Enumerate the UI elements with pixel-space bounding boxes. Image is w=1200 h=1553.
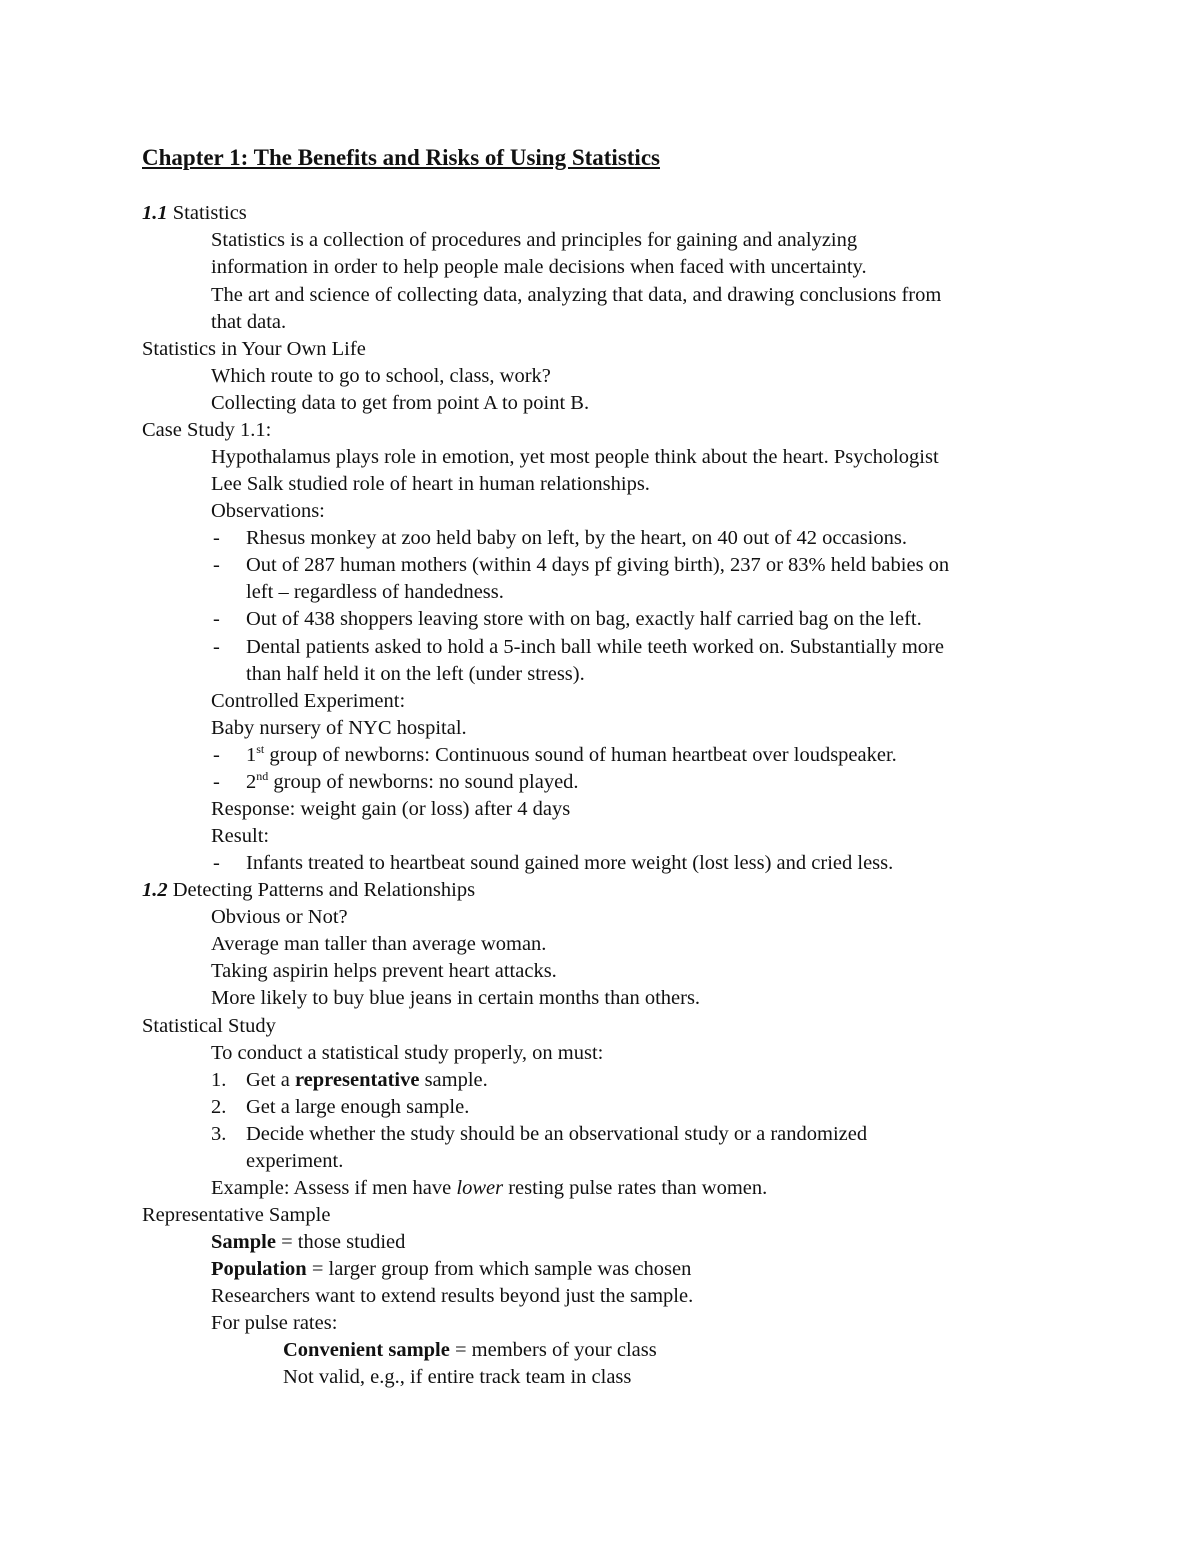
result-label: Result:: [211, 825, 270, 847]
population-definition: [211, 1256, 691, 1283]
list-item-1-text: Get a: [246, 1069, 295, 1091]
group-2: [246, 769, 579, 796]
emphasis-lower: lower: [456, 1177, 504, 1199]
list-number: 3.: [211, 1123, 227, 1145]
convenient-sample-term: Convenient sample: [283, 1339, 450, 1361]
case-intro-line-1: Hypothalamus plays role in emotion, yet most people think about the heart. Psychologist: [211, 446, 939, 468]
example-text: Example: Assess if men have: [211, 1177, 457, 1199]
list-item-2: Get a large enough sample.: [246, 1096, 470, 1118]
convenient-sample-definition: [283, 1337, 657, 1364]
group-1-text: group of newborns: Continuous sound of human heartbeat over loudspeaker.: [264, 744, 897, 766]
obvious-question: Obvious or Not?: [211, 906, 348, 928]
case-intro-line-2: Lee Salk studied role of heart in human relationships.: [211, 473, 650, 495]
group-1-number: 1: [246, 744, 257, 766]
definition-1-line-1: Statistics is a collection of procedures and principles for gaining and analyzing: [211, 229, 858, 251]
list-item-3-line-1: Decide whether the study should be an observational study or a randomized: [246, 1123, 868, 1145]
experiment-setting: Baby nursery of NYC hospital.: [211, 717, 467, 739]
extend-results-line: Researchers want to extend results beyond just the sample.: [211, 1285, 694, 1307]
sample-term: Sample: [211, 1231, 276, 1253]
observations-label: Observations:: [211, 500, 325, 522]
bullet-dash: -: [213, 636, 220, 658]
bullet-dash: -: [213, 744, 220, 766]
observation-1: Rhesus monkey at zoo held baby on left, by the heart, on 40 out of 42 occasions.: [246, 527, 907, 549]
sample-definition: [211, 1229, 405, 1256]
not-valid-line: Not valid, e.g., if entire track team in class: [283, 1366, 632, 1388]
pulse-rates-label: For pulse rates:: [211, 1312, 338, 1334]
example-1: Average man taller than average woman.: [211, 933, 547, 955]
group-2-number: 2: [246, 771, 257, 793]
bullet-dash: -: [213, 527, 220, 549]
own-life-line-2: Collecting data to get from point A to point B.: [211, 392, 590, 414]
convenient-sample-def: = members of your class: [449, 1339, 657, 1361]
group-1-ordinal: st: [256, 742, 265, 756]
definition-1-line-2: information in order to help people male decisions when faced with uncertainty.: [211, 256, 867, 278]
list-item-3-line-2: experiment.: [246, 1150, 344, 1172]
response-line: Response: weight gain (or loss) after 4 days: [211, 798, 571, 820]
group-2-text: group of newborns: no sound played.: [268, 771, 579, 793]
observation-4-line-1: Dental patients asked to hold a 5-inch ball while teeth worked on. Substantially more: [246, 636, 944, 658]
observation-2-line-1: Out of 287 human mothers (within 4 days pf giving birth), 237 or 83% held babies on: [246, 554, 950, 576]
list-number: 1.: [211, 1069, 227, 1091]
observation-2-line-2: left – regardless of handedness.: [246, 581, 504, 603]
population-def: = larger group from which sample was chosen: [306, 1258, 692, 1280]
sample-def: = those studied: [275, 1231, 406, 1253]
example-3: More likely to buy blue jeans in certain months than others.: [211, 987, 701, 1009]
list-number: 2.: [211, 1096, 227, 1118]
example-end: resting pulse rates than women.: [503, 1177, 768, 1199]
own-life-line-1: Which route to go to school, class, work?: [211, 365, 551, 387]
example-line: [211, 1175, 767, 1202]
observation-4-line-2: than half held it on the left (under stress).: [246, 663, 585, 685]
group-1: [246, 742, 897, 769]
section-1-1-heading: [142, 200, 247, 227]
bullet-dash: -: [213, 771, 220, 793]
group-2-ordinal: nd: [256, 769, 269, 783]
population-term: Population: [211, 1258, 307, 1280]
observation-3: Out of 438 shoppers leaving store with on bag, exactly half carried bag on the left.: [246, 608, 922, 630]
list-item-1: [246, 1067, 488, 1094]
study-intro: To conduct a statistical study properly, on must:: [211, 1042, 604, 1064]
representative-sample-heading: Representative Sample: [142, 1204, 331, 1226]
page-title: Chapter 1: The Benefits and Risks of Using Statistics: [142, 145, 660, 170]
example-2: Taking aspirin helps prevent heart attacks.: [211, 960, 557, 982]
section-title: Statistics: [167, 202, 247, 224]
section-1-2-heading: [142, 877, 475, 904]
case-study-heading: Case Study 1.1:: [142, 419, 272, 441]
bullet-dash: -: [213, 608, 220, 630]
definition-2-line-2: that data.: [211, 311, 287, 333]
statistical-study-heading: Statistical Study: [142, 1015, 276, 1037]
bullet-dash: -: [213, 554, 220, 576]
section-title: Detecting Patterns and Relationships: [167, 879, 476, 901]
section-number: 1.2: [142, 879, 168, 901]
controlled-experiment-label: Controlled Experiment:: [211, 690, 406, 712]
bullet-dash: -: [213, 852, 220, 874]
section-number: 1.1: [142, 202, 168, 224]
own-life-heading: Statistics in Your Own Life: [142, 338, 366, 360]
list-item-1-end: sample.: [419, 1069, 488, 1091]
definition-2-line-1: The art and science of collecting data, analyzing that data, and drawing conclusions from: [211, 284, 942, 306]
result-line: Infants treated to heartbeat sound gained more weight (lost less) and cried less.: [246, 852, 894, 874]
representative-term: representative: [294, 1069, 420, 1091]
